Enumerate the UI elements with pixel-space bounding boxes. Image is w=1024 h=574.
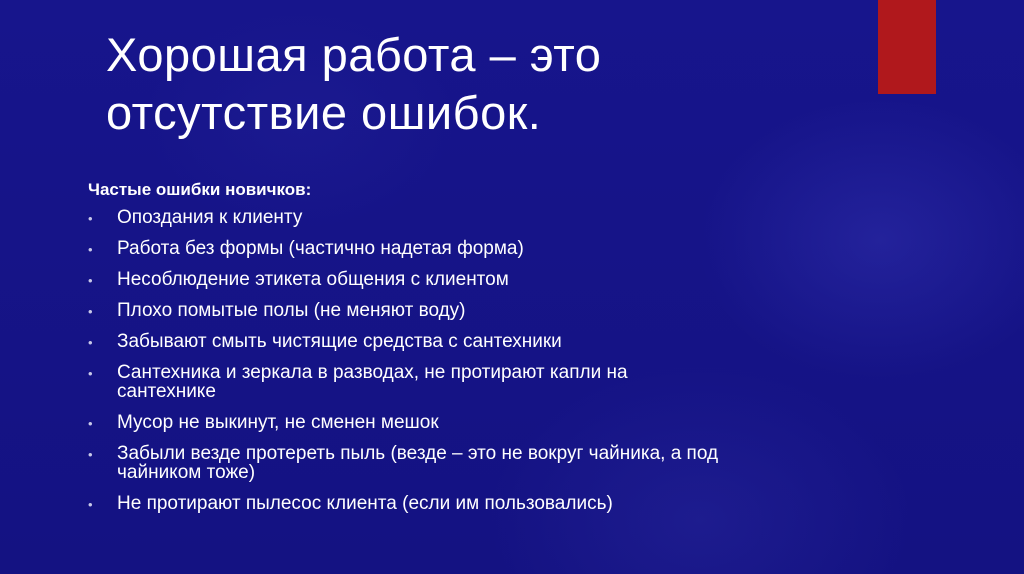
list-item	[88, 208, 868, 227]
list-item-text: Забыли везде протереть пыль (везде – это не вокруг чайника, а под	[117, 443, 719, 464]
list-item-text: Плохо помытые полы (не меняют воду)	[117, 300, 466, 321]
bullet-icon: •	[88, 416, 93, 431]
mistakes-list	[88, 208, 868, 513]
list-item	[88, 332, 868, 351]
list-item-text: Опоздания к клиенту	[117, 207, 303, 228]
list-item-text: Забывают смыть чистящие средства с сантехники	[117, 331, 562, 352]
list-item	[88, 239, 868, 258]
bullet-icon: •	[88, 366, 93, 381]
list-item	[88, 494, 868, 513]
list-item	[88, 363, 868, 401]
list-item-text: Не протирают пылесос клиента (если им пользовались)	[117, 493, 613, 514]
list-item	[88, 270, 868, 289]
list-item	[88, 301, 868, 320]
list-item-text: Мусор не выкинут, не сменен мешок	[117, 412, 439, 433]
list-item-text: Сантехника и зеркала в разводах, не протирают капли на	[117, 362, 628, 383]
bullet-icon: •	[88, 211, 93, 226]
title-line-1: Хорошая работа – это	[106, 28, 602, 81]
list-item-text: Работа без формы (частично надетая форма)	[117, 238, 524, 259]
list-item	[88, 413, 868, 432]
title-line-2: отсутствие ошибок.	[106, 86, 542, 139]
accent-bar	[878, 0, 936, 94]
slide-title	[106, 26, 846, 142]
list-item-text: Несоблюдение этикета общения с клиентом	[117, 269, 509, 290]
bullet-icon: •	[88, 497, 93, 512]
list-item-text-continued: чайником тоже)	[117, 462, 256, 483]
slide-body	[88, 178, 868, 525]
subheading: Частые ошибки новичков:	[88, 180, 312, 199]
bullet-icon: •	[88, 273, 93, 288]
bullet-icon: •	[88, 335, 93, 350]
bullet-icon: •	[88, 304, 93, 319]
bullet-icon: •	[88, 242, 93, 257]
list-item-text-continued: сантехнике	[117, 381, 216, 402]
list-item	[88, 444, 868, 482]
bullet-icon: •	[88, 447, 93, 462]
